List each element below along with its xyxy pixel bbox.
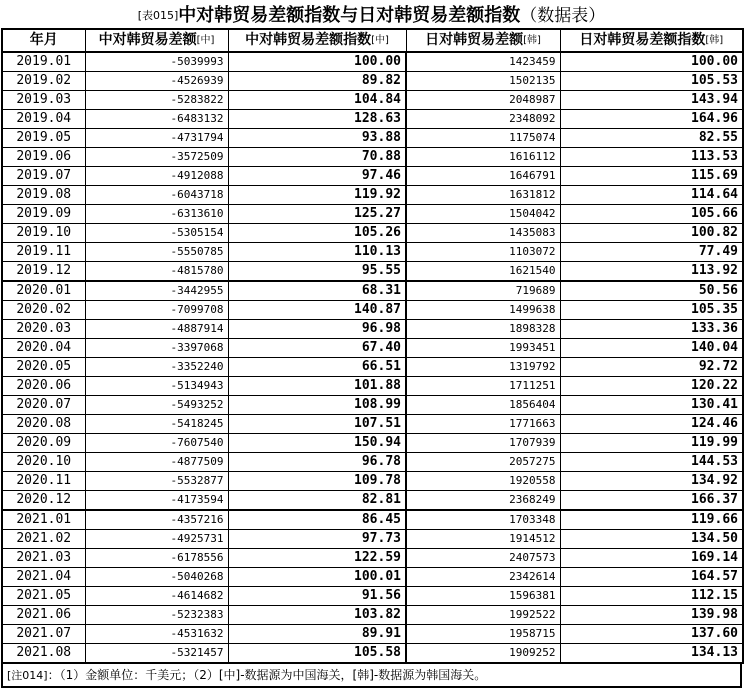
table-row [2, 396, 743, 415]
cell-jp-diff: 1707939 [406, 434, 560, 453]
cell-jp-diff: 1909252 [406, 644, 560, 664]
header-cn-index-source: [中] [371, 35, 389, 46]
cell-jp-diff: 1502135 [406, 72, 560, 91]
cell-month: 2020.11 [2, 472, 85, 491]
cell-cn-index: 105.26 [228, 224, 406, 243]
cell-cn-index: 108.99 [228, 396, 406, 415]
cell-month: 2021.01 [2, 510, 85, 530]
cell-jp-diff: 1504042 [406, 205, 560, 224]
cell-jp-index: 114.64 [560, 186, 743, 205]
cell-jp-index: 134.50 [560, 530, 743, 549]
cell-jp-diff: 719689 [406, 281, 560, 301]
cell-jp-diff: 1646791 [406, 167, 560, 186]
cell-jp-index: 113.92 [560, 262, 743, 282]
cell-jp-diff: 1319792 [406, 358, 560, 377]
cell-jp-index: 115.69 [560, 167, 743, 186]
cell-cn-index: 70.88 [228, 148, 406, 167]
cell-month: 2021.03 [2, 549, 85, 568]
table-row [2, 110, 743, 129]
cell-jp-diff: 1423459 [406, 52, 560, 72]
table-row [2, 549, 743, 568]
cell-cn-diff: -5134943 [85, 377, 228, 396]
table-row [2, 491, 743, 511]
cell-month: 2020.05 [2, 358, 85, 377]
header-jp-diff [406, 29, 560, 52]
header-cn-diff-source: [中] [196, 35, 215, 46]
cell-jp-index: 124.46 [560, 415, 743, 434]
footnote-tag: [注014] [7, 669, 48, 682]
cell-jp-index: 134.13 [560, 644, 743, 664]
table-body [2, 52, 743, 663]
cell-cn-index: 89.82 [228, 72, 406, 91]
cell-cn-index: 150.94 [228, 434, 406, 453]
cell-month: 2021.08 [2, 644, 85, 664]
cell-cn-diff: -5040268 [85, 568, 228, 587]
table-row [2, 167, 743, 186]
cell-month: 2021.05 [2, 587, 85, 606]
header-jp-index-label: 日对韩贸易差额指数 [579, 32, 706, 48]
cell-month: 2020.09 [2, 434, 85, 453]
cell-cn-index: 68.31 [228, 281, 406, 301]
cell-cn-index: 109.78 [228, 472, 406, 491]
table-row [2, 205, 743, 224]
cell-jp-diff: 1596381 [406, 587, 560, 606]
cell-jp-diff: 1499638 [406, 301, 560, 320]
cell-month: 2019.11 [2, 243, 85, 262]
cell-jp-diff: 1898328 [406, 320, 560, 339]
cell-cn-index: 122.59 [228, 549, 406, 568]
cell-jp-index: 144.53 [560, 453, 743, 472]
cell-month: 2019.10 [2, 224, 85, 243]
cell-jp-diff: 1175074 [406, 129, 560, 148]
cell-jp-index: 50.56 [560, 281, 743, 301]
cell-cn-index: 125.27 [228, 205, 406, 224]
cell-month: 2019.02 [2, 72, 85, 91]
cell-month: 2021.04 [2, 568, 85, 587]
cell-cn-diff: -6483132 [85, 110, 228, 129]
cell-month: 2019.09 [2, 205, 85, 224]
header-row [2, 29, 743, 52]
table-row [2, 243, 743, 262]
cell-cn-diff: -4531632 [85, 625, 228, 644]
title-main: 中对韩贸易差额指数与日对韩贸易差额指数 [178, 5, 521, 26]
cell-jp-index: 164.96 [560, 110, 743, 129]
table-row [2, 530, 743, 549]
cell-jp-index: 105.66 [560, 205, 743, 224]
cell-jp-diff: 1856404 [406, 396, 560, 415]
cell-month: 2020.08 [2, 415, 85, 434]
cell-cn-diff: -4357216 [85, 510, 228, 530]
cell-cn-index: 97.73 [228, 530, 406, 549]
cell-cn-diff: -4815780 [85, 262, 228, 282]
cell-cn-diff: -7099708 [85, 301, 228, 320]
cell-jp-diff: 1435083 [406, 224, 560, 243]
cell-cn-index: 97.46 [228, 167, 406, 186]
cell-cn-index: 93.88 [228, 129, 406, 148]
cell-month: 2020.10 [2, 453, 85, 472]
cell-jp-diff: 2057275 [406, 453, 560, 472]
table-row [2, 510, 743, 530]
cell-cn-diff: -6178556 [85, 549, 228, 568]
table-row [2, 453, 743, 472]
cell-jp-index: 100.82 [560, 224, 743, 243]
table-row [2, 186, 743, 205]
table-row [2, 568, 743, 587]
title-suffix: （数据表） [520, 6, 606, 26]
table-row [2, 72, 743, 91]
cell-month: 2021.06 [2, 606, 85, 625]
cell-jp-index: 130.41 [560, 396, 743, 415]
table-row [2, 587, 743, 606]
cell-jp-index: 119.66 [560, 510, 743, 530]
cell-jp-index: 100.00 [560, 52, 743, 72]
table-row [2, 472, 743, 491]
cell-month: 2019.03 [2, 91, 85, 110]
cell-jp-diff: 1703348 [406, 510, 560, 530]
cell-cn-index: 82.81 [228, 491, 406, 511]
cell-cn-diff: -4731794 [85, 129, 228, 148]
cell-month: 2020.01 [2, 281, 85, 301]
cell-jp-diff: 1631812 [406, 186, 560, 205]
cell-cn-diff: -5283822 [85, 91, 228, 110]
cell-cn-diff: -7607540 [85, 434, 228, 453]
cell-cn-diff: -4925731 [85, 530, 228, 549]
cell-month: 2019.06 [2, 148, 85, 167]
table-row [2, 377, 743, 396]
cell-month: 2019.01 [2, 52, 85, 72]
table-row [2, 52, 743, 72]
cell-cn-diff: -6043718 [85, 186, 228, 205]
table-row [2, 262, 743, 282]
header-month: 年月 [2, 29, 85, 52]
cell-cn-diff: -3397068 [85, 339, 228, 358]
cell-month: 2021.07 [2, 625, 85, 644]
cell-cn-index: 86.45 [228, 510, 406, 530]
cell-jp-index: 133.36 [560, 320, 743, 339]
cell-jp-index: 166.37 [560, 491, 743, 511]
title-tag: [表015] [137, 9, 179, 22]
cell-cn-diff: -4173594 [85, 491, 228, 511]
cell-cn-diff: -4912088 [85, 167, 228, 186]
cell-jp-diff: 2342614 [406, 568, 560, 587]
cell-cn-index: 110.13 [228, 243, 406, 262]
cell-jp-diff: 1992522 [406, 606, 560, 625]
cell-cn-index: 95.55 [228, 262, 406, 282]
cell-cn-diff: -5418245 [85, 415, 228, 434]
cell-jp-diff: 1920558 [406, 472, 560, 491]
header-cn-index [228, 29, 406, 52]
cell-cn-index: 67.40 [228, 339, 406, 358]
cell-jp-index: 164.57 [560, 568, 743, 587]
cell-month: 2020.07 [2, 396, 85, 415]
cell-month: 2020.12 [2, 491, 85, 511]
cell-cn-diff: -5039993 [85, 52, 228, 72]
cell-cn-index: 100.01 [228, 568, 406, 587]
header-jp-diff-label: 日对韩贸易差额 [425, 32, 524, 48]
cell-jp-index: 105.35 [560, 301, 743, 320]
cell-jp-index: 120.22 [560, 377, 743, 396]
cell-cn-index: 105.58 [228, 644, 406, 664]
cell-cn-index: 91.56 [228, 587, 406, 606]
table-row [2, 415, 743, 434]
cell-jp-diff: 1958715 [406, 625, 560, 644]
table-row [2, 339, 743, 358]
table-row [2, 301, 743, 320]
data-table [1, 28, 744, 664]
table-row [2, 434, 743, 453]
cell-cn-diff: -4887914 [85, 320, 228, 339]
cell-cn-diff: -3572509 [85, 148, 228, 167]
cell-cn-diff: -3442955 [85, 281, 228, 301]
cell-month: 2021.02 [2, 530, 85, 549]
cell-month: 2020.02 [2, 301, 85, 320]
cell-jp-index: 169.14 [560, 549, 743, 568]
cell-jp-diff: 2368249 [406, 491, 560, 511]
cell-cn-index: 104.84 [228, 91, 406, 110]
table-row [2, 129, 743, 148]
header-cn-index-label: 中对韩贸易差额指数 [245, 32, 372, 48]
header-jp-diff-source: [韩] [523, 35, 541, 46]
cell-jp-index: 137.60 [560, 625, 743, 644]
cell-cn-index: 101.88 [228, 377, 406, 396]
cell-jp-index: 119.99 [560, 434, 743, 453]
cell-jp-index: 105.53 [560, 72, 743, 91]
cell-cn-diff: -5550785 [85, 243, 228, 262]
cell-jp-diff: 1914512 [406, 530, 560, 549]
cell-cn-index: 96.98 [228, 320, 406, 339]
cell-cn-index: 100.00 [228, 52, 406, 72]
cell-cn-diff: -6313610 [85, 205, 228, 224]
cell-cn-index: 107.51 [228, 415, 406, 434]
cell-cn-index: 103.82 [228, 606, 406, 625]
cell-month: 2019.08 [2, 186, 85, 205]
cell-month: 2020.03 [2, 320, 85, 339]
cell-jp-index: 82.55 [560, 129, 743, 148]
cell-cn-diff: -5493252 [85, 396, 228, 415]
cell-jp-diff: 2407573 [406, 549, 560, 568]
table-row [2, 606, 743, 625]
header-cn-diff-label: 中对韩贸易差额 [98, 32, 197, 48]
cell-cn-diff: -5305154 [85, 224, 228, 243]
cell-month: 2020.04 [2, 339, 85, 358]
header-jp-index-source: [韩] [705, 35, 724, 46]
cell-cn-diff: -5232383 [85, 606, 228, 625]
cell-month: 2019.12 [2, 262, 85, 282]
cell-month: 2019.04 [2, 110, 85, 129]
cell-jp-index: 92.72 [560, 358, 743, 377]
cell-cn-diff: -5532877 [85, 472, 228, 491]
footnote [1, 664, 742, 688]
table-row [2, 148, 743, 167]
table-row [2, 644, 743, 664]
cell-jp-index: 134.92 [560, 472, 743, 491]
cell-cn-index: 119.92 [228, 186, 406, 205]
cell-jp-index: 77.49 [560, 243, 743, 262]
cell-jp-diff: 2048987 [406, 91, 560, 110]
cell-jp-diff: 1103072 [406, 243, 560, 262]
cell-month: 2020.06 [2, 377, 85, 396]
table-row [2, 358, 743, 377]
table-row [2, 91, 743, 110]
cell-cn-index: 89.91 [228, 625, 406, 644]
cell-cn-diff: -5321457 [85, 644, 228, 664]
cell-jp-index: 112.15 [560, 587, 743, 606]
sheet-title [1, 3, 742, 28]
cell-jp-diff: 1621540 [406, 262, 560, 282]
cell-cn-diff: -4526939 [85, 72, 228, 91]
footnote-text: ：（1）金额单位：千美元；（2）[中]-数据源为中国海关，[韩]-数据源为韩国海关。 [47, 668, 487, 682]
data-sheet [1, 3, 742, 688]
cell-cn-diff: -4614682 [85, 587, 228, 606]
cell-cn-diff: -4877509 [85, 453, 228, 472]
table-row [2, 320, 743, 339]
cell-month: 2019.05 [2, 129, 85, 148]
cell-jp-diff: 1711251 [406, 377, 560, 396]
cell-jp-index: 140.04 [560, 339, 743, 358]
header-jp-index [560, 29, 743, 52]
cell-cn-diff: -3352240 [85, 358, 228, 377]
header-cn-diff [85, 29, 228, 52]
cell-cn-index: 66.51 [228, 358, 406, 377]
cell-jp-index: 139.98 [560, 606, 743, 625]
cell-jp-index: 143.94 [560, 91, 743, 110]
cell-jp-diff: 2348092 [406, 110, 560, 129]
table-row [2, 224, 743, 243]
cell-month: 2019.07 [2, 167, 85, 186]
cell-cn-index: 96.78 [228, 453, 406, 472]
cell-jp-diff: 1993451 [406, 339, 560, 358]
cell-jp-diff: 1771663 [406, 415, 560, 434]
cell-cn-index: 128.63 [228, 110, 406, 129]
cell-jp-index: 113.53 [560, 148, 743, 167]
table-row [2, 625, 743, 644]
table-row [2, 281, 743, 301]
cell-jp-diff: 1616112 [406, 148, 560, 167]
cell-cn-index: 140.87 [228, 301, 406, 320]
